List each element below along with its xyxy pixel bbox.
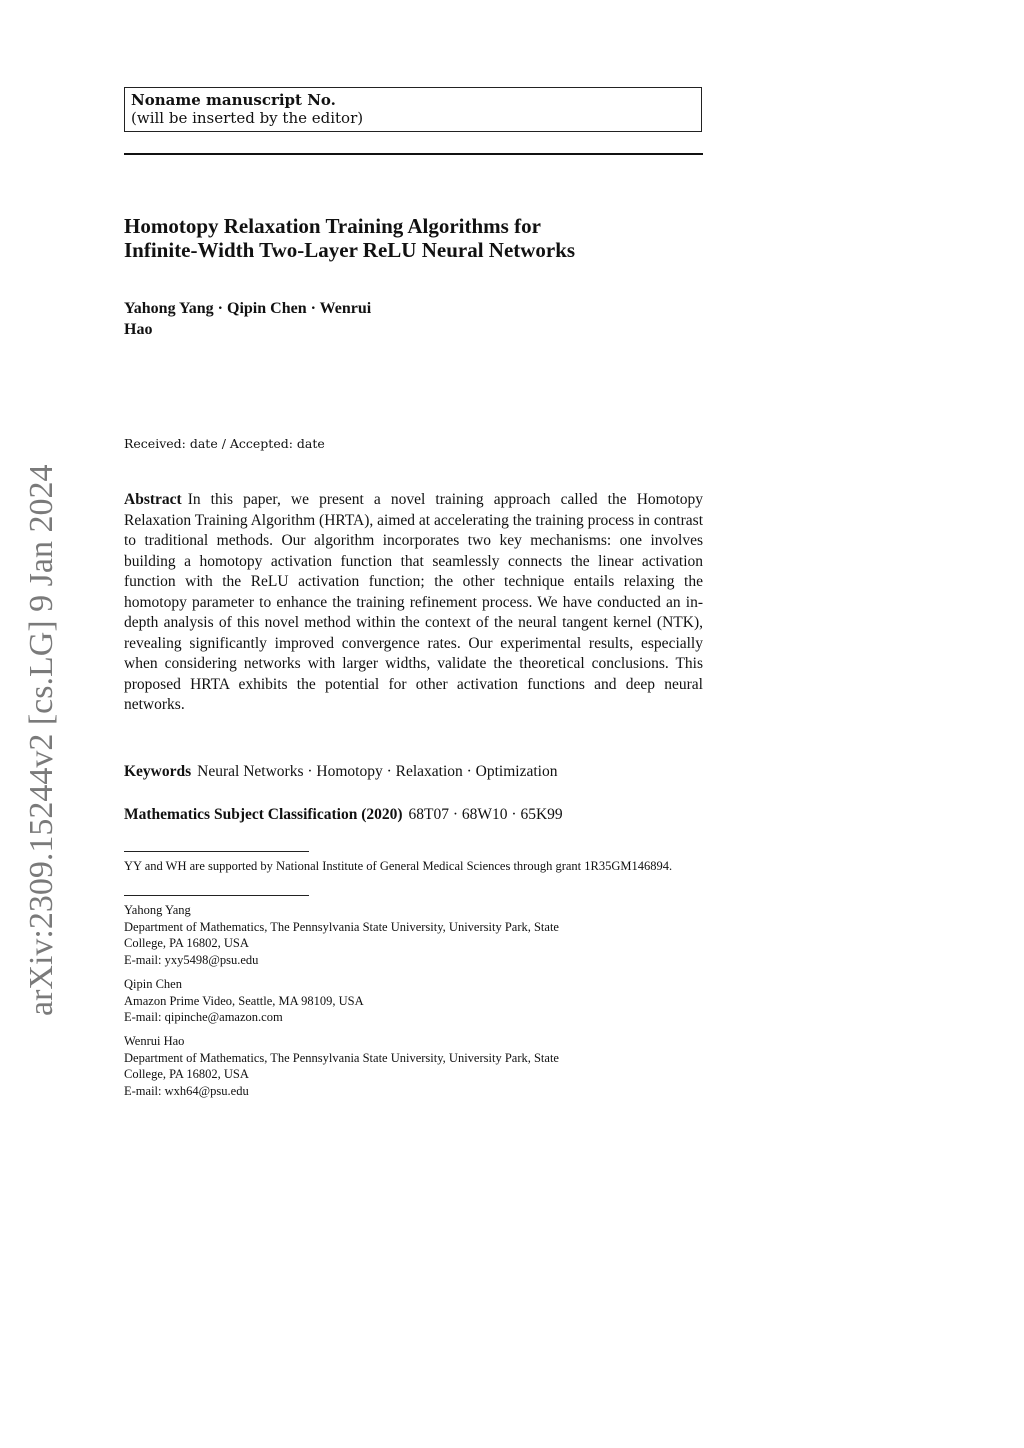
keywords-text: Neural Networks · Homotopy · Relaxation · Optimization [197, 763, 558, 780]
title-line-1: Homotopy Relaxation Training Algorithms for [124, 214, 541, 238]
msc-codes: 68T07 · 68W10 · 65K99 [408, 806, 563, 823]
author-list [124, 298, 484, 340]
msc-label: Mathematics Subject Classification (2020) [124, 806, 403, 823]
manuscript-editor-note: (will be inserted by the editor) [131, 109, 364, 127]
affiliation-email: E-mail: qipinche@amazon.com [124, 1010, 283, 1024]
title-line-2: Infinite-Width Two-Layer ReLU Neural Networks [124, 238, 576, 262]
affiliation-rule [124, 895, 309, 896]
manuscript-number-label: Noname manuscript No. [131, 91, 336, 109]
affiliation-name: Yahong Yang [124, 903, 191, 917]
abstract [124, 490, 703, 716]
affiliation-chen [124, 976, 703, 1026]
arxiv-sidebar-stamp: arXiv:2309.15244v2 [cs.LG] 9 Jan 2024 [23, 464, 60, 1016]
affiliation-email: E-mail: wxh64@psu.edu [124, 1083, 249, 1098]
affiliation-hao [124, 1033, 703, 1099]
keywords [124, 762, 703, 782]
received-accepted-dates: Received: date / Accepted: date [124, 436, 325, 451]
header-rule [124, 153, 703, 155]
affiliation-address: Amazon Prime Video, Seattle, MA 98109, USA [124, 993, 364, 1008]
affiliation-yang [124, 902, 703, 968]
affiliation-address: Department of Mathematics, The Pennsylvania State University, University Park, State [124, 919, 559, 934]
affiliation-name: Wenrui Hao [124, 1034, 185, 1048]
affiliation-email: E-mail: yxy5498@psu.edu [124, 952, 259, 967]
funding-footnote: YY and WH are supported by National Institute of General Medical Sciences through grant 1R35GM146894. [124, 859, 673, 873]
affiliation-name: Qipin Chen [124, 977, 182, 991]
footnote-rule [124, 851, 309, 852]
manuscript-number-box [124, 87, 702, 132]
paper-title [124, 214, 744, 262]
affiliation-address: College, PA 16802, USA [124, 1067, 249, 1081]
authors-line-1: Yahong Yang · Qipin Chen · Wenrui [124, 300, 372, 317]
affiliation-address: Department of Mathematics, The Pennsylvania State University, University Park, State [124, 1050, 559, 1065]
affiliation-address: College, PA 16802, USA [124, 936, 249, 950]
authors-line-2: Hao [124, 321, 153, 338]
keywords-label: Keywords [124, 763, 192, 780]
abstract-text: In this paper, we present a novel training approach called the Homotopy Relaxation Training Algorithm (HRTA), aimed at accelerating the training process in contrast to traditional methods. Our algorithm incorporates two key mechanisms: one involves building a homotopy activation function that seamlessly connects the linear activation function with the ReLU activation function; the other technique entails relaxing the homotopy parameter to enhance the training refinement process. We have conducted an in-depth analysis of this novel method within the context of the neural tangent kernel (NTK), revealing significantly improved convergence rates. Our experimental results, especially when considering networks with larger widths, validate the theoretical conclusions. This proposed HRTA exhibits the potential for other activation functions and deep neural networks. [124, 491, 703, 713]
subject-classification [124, 805, 703, 825]
abstract-label: Abstract [124, 491, 182, 508]
